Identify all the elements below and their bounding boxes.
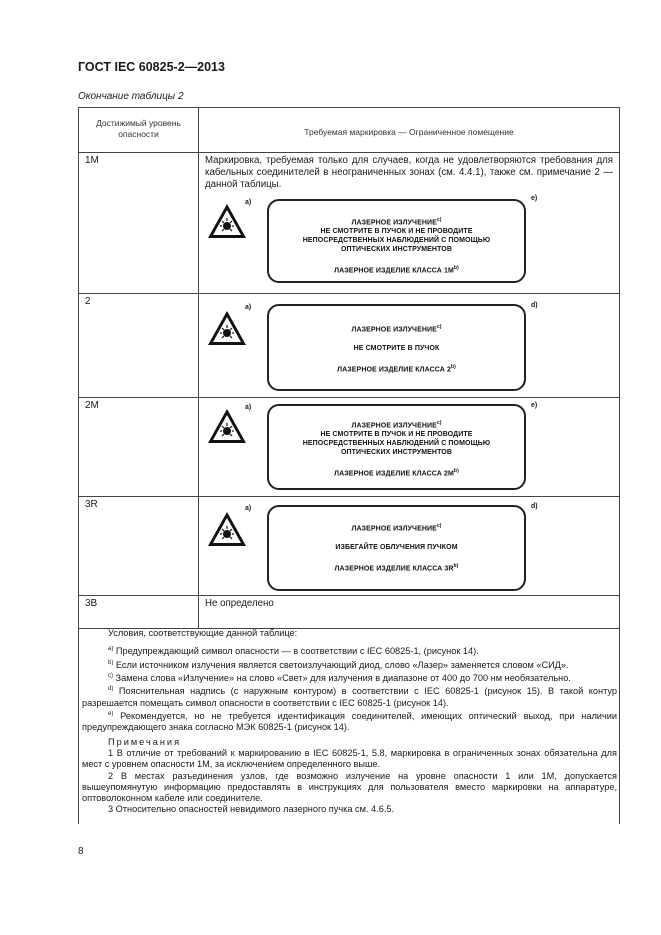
footnote-text: Если источником излучения является светоизлучающий диод, слово «Лазер» заменяется словом «СИД». — [113, 659, 569, 670]
footnote-mark: c) — [108, 673, 113, 680]
label-note-ref: b) — [453, 468, 459, 475]
footnote — [82, 644, 617, 657]
label-line: ЛАЗЕРНОЕ ИЗЛУЧЕНИЕ — [351, 525, 437, 533]
label-note-ref: d) — [531, 302, 538, 309]
table-row — [79, 294, 619, 398]
label-line: ЛАЗЕРНОЕ ИЗДЕЛИЕ КЛАССА 2 — [337, 366, 451, 374]
page-number: 8 — [78, 846, 84, 857]
label-line: НЕ СМОТРИТЕ В ПУЧОК — [353, 345, 440, 353]
label-note-ref: c) — [436, 324, 442, 330]
label-line: ЛАЗЕРНОЕ ИЗЛУЧЕНИЕ — [351, 326, 437, 334]
remarks-heading: Примечания — [108, 736, 182, 747]
footnote-text: Предупреждающий символ опасности — в соответствии с IEC 60825-1, (рисунок 14). — [113, 646, 479, 657]
label-line: ЛАЗЕРНОЕ ИЗДЕЛИЕ КЛАССА 3R — [334, 565, 454, 573]
warning-label — [267, 404, 526, 490]
warning-label — [267, 505, 526, 591]
remark: 1 В отличие от требований к маркированию в IEC 60825-1, 5.8, маркировка в ограниченных зонах обязательна для мест с уровнем опасности 1М, за исключением определенного выше. — [82, 747, 617, 770]
hazard-level: 2M — [85, 400, 99, 411]
footnote-mark: d) — [108, 686, 114, 693]
hazard-level: 3R — [85, 499, 98, 510]
label-line: ОПТИЧЕСКИХ ИНСТРУМЕНТОВ — [341, 246, 452, 254]
table-notes — [82, 628, 617, 816]
remark: 3 Относительно опасностей невидимого лазерного пучка см. 4.6.5. — [108, 804, 395, 815]
table-row — [79, 153, 619, 294]
warning-label — [267, 304, 526, 391]
label-line: НЕПОСРЕДСТВЕННЫХ НАБЛЮДЕНИЙ С ПОМОЩЬЮ — [302, 440, 491, 448]
footnote-text: Пояснительная надпись (с наружным контуром) в соответствии с IEC 60825-1 (рисунок 15). В такой контур разрешается помещать символ опасности в соответствии с IEC 60825-1 (рисунок 14). — [82, 686, 617, 708]
header-level-line1: Достижимый уровень — [96, 118, 181, 128]
label-note-ref: b) — [453, 563, 459, 570]
label-line: ИЗБЕГАЙТЕ ОБЛУЧЕНИЯ ПУЧКОМ — [335, 544, 458, 552]
conditions-heading: Условия, соответствующие данной таблице: — [108, 628, 298, 638]
row-description: Маркировка, требуемая только для случаев, когда не удовлетворяются требования для кабельных соединителей в неограниченных зонах (см. 4.4.1), также см. примечание 2 — данной таблицы. — [205, 155, 613, 190]
row-description: Не определено — [205, 598, 274, 609]
label-line: ОПТИЧЕСКИХ ИНСТРУМЕНТОВ — [341, 449, 452, 457]
header-level-line2: опасности — [118, 129, 159, 139]
table-caption: Окончание таблицы 2 — [78, 91, 184, 102]
label-note-ref: d) — [531, 503, 538, 510]
hazard-level: 2 — [85, 296, 91, 307]
table-row — [79, 497, 619, 596]
symbol-note-ref: a) — [245, 199, 252, 206]
label-line: ЛАЗЕРНОЕ ИЗЛУЧЕНИЕ — [351, 219, 437, 227]
label-note-ref: e) — [531, 402, 538, 409]
footnote-mark: a) — [108, 646, 114, 653]
symbol-note-ref: a) — [245, 304, 252, 311]
footnote-mark: e) — [108, 711, 114, 718]
laser-warning-icon — [207, 511, 247, 547]
label-line: ЛАЗЕРНОЕ ИЗЛУЧЕНИЕ — [351, 422, 437, 430]
label-line: НЕ СМОТРИТЕ В ПУЧОК И НЕ ПРОВОДИТЕ — [320, 431, 473, 439]
label-note-ref: c) — [436, 217, 442, 223]
hazard-level: 3B — [85, 598, 98, 609]
laser-warning-icon — [207, 310, 247, 346]
footnote — [82, 671, 617, 684]
label-note-ref: c) — [436, 420, 442, 426]
label-note-ref: c) — [436, 523, 442, 529]
label-note-ref: e) — [531, 195, 538, 202]
symbol-note-ref: a) — [245, 404, 252, 411]
table-row — [79, 398, 619, 497]
footnote — [82, 709, 617, 734]
warning-label — [267, 199, 526, 283]
symbol-note-ref: a) — [245, 505, 252, 512]
label-note-ref: b) — [453, 265, 459, 272]
laser-warning-icon — [207, 408, 247, 444]
header-marking: Требуемая маркировка — Ограниченное помещение — [304, 127, 514, 137]
footnote — [82, 684, 617, 709]
table-row — [79, 596, 619, 629]
footnote-text: Замена слова «Излучение» на слово «Свет» для излучения в диапазоне от 400 до 700 нм необязательно. — [113, 673, 571, 684]
label-line: ЛАЗЕРНОЕ ИЗДЕЛИЕ КЛАССА 1М — [334, 267, 454, 275]
footnote — [82, 658, 617, 671]
label-line: НЕ СМОТРИТЕ В ПУЧОК И НЕ ПРОВОДИТЕ — [320, 228, 473, 236]
label-note-ref: b) — [450, 364, 456, 371]
footnote-text: Рекомендуется, но не требуется идентификация соединителей, имеющих оптический выход, при наличии предупреждающего знака согласно МЭК 60825-1 (рисунок 14). — [82, 711, 617, 733]
footnote-mark: b) — [108, 659, 114, 666]
remark: 2 В местах разъединения узлов, где возможно излучение на уровне опасности 1 или 1М, допускается вышеупомянутую информацию предоставлять в инструкциях для пользователя вместо маркировки на аппаратуре, оптоволоконном кабеле или соединителе. — [82, 770, 617, 804]
label-line: ЛАЗЕРНОЕ ИЗДЕЛИЕ КЛАССА 2М — [334, 470, 454, 478]
label-line: НЕПОСРЕДСТВЕННЫХ НАБЛЮДЕНИЙ С ПОМОЩЬЮ — [302, 237, 491, 245]
hazard-level: 1M — [85, 155, 99, 166]
table-header-row — [79, 108, 619, 153]
laser-warning-icon — [207, 203, 247, 239]
standard-title: ГОСТ IEC 60825-2—2013 — [78, 60, 225, 74]
header-level — [79, 118, 198, 140]
